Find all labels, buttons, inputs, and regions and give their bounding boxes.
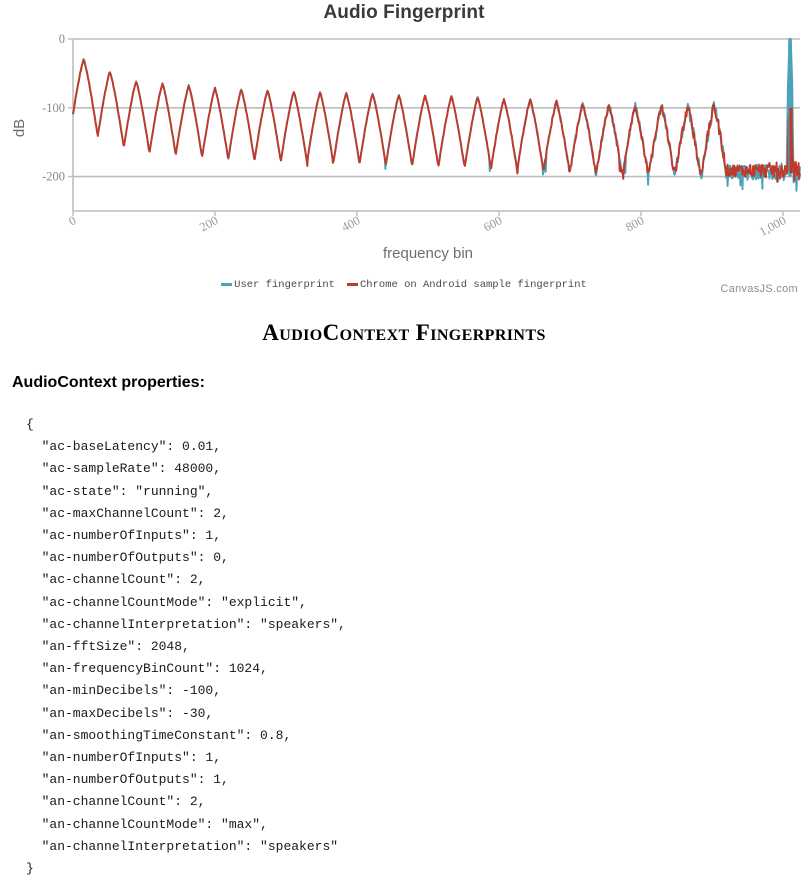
json-property-line: "an-maxDecibels": -30,: [26, 705, 214, 721]
canvasjs-watermark: CanvasJS.com: [720, 283, 798, 295]
audiocontext-properties-json: [26, 414, 808, 880]
x-tick-label: 1,000: [756, 213, 789, 239]
x-tick-label: 0: [66, 213, 79, 229]
x-tick-label: 600: [481, 213, 505, 235]
x-tick-label: 400: [339, 213, 363, 235]
json-property-line: "ac-channelCount": 2,: [26, 572, 206, 588]
y-axis-title: dB: [11, 118, 28, 138]
y-tick-label: -100: [42, 100, 65, 115]
json-property-line: "an-frequencyBinCount": 1024,: [26, 661, 268, 677]
chart-series-layer: [73, 39, 800, 191]
json-property-line: "an-minDecibels": -100,: [26, 683, 222, 699]
chart-title: Audio Fingerprint: [323, 2, 485, 23]
legend-label: User fingerprint: [234, 279, 335, 291]
chart-tick-labels: [42, 32, 788, 239]
series-line: [73, 60, 800, 182]
audio-fingerprint-chart: [0, 0, 808, 305]
chart-legend: [0, 279, 808, 292]
json-property-line: "ac-state": "running",: [26, 483, 214, 499]
json-close-brace: }: [26, 861, 34, 877]
y-tick-label: 0: [58, 32, 65, 46]
y-tick-label: -200: [42, 169, 65, 184]
json-property-line: "ac-maxChannelCount": 2,: [26, 505, 229, 521]
legend-label: Chrome on Android sample fingerprint: [359, 279, 587, 291]
json-property-line: "an-numberOfOutputs": 1,: [26, 772, 229, 788]
json-property-line: "ac-numberOfOutputs": 0,: [26, 550, 229, 566]
legend-color-swatch: [347, 283, 358, 286]
x-tick-label: 200: [197, 213, 221, 235]
json-property-line: "ac-baseLatency": 0.01,: [26, 439, 222, 455]
legend-item[interactable]: [221, 279, 335, 292]
page-title: AudioContext Fingerprints: [262, 320, 546, 345]
json-property-line: "an-smoothingTimeConstant": 0.8,: [26, 727, 292, 743]
json-property-line: "an-fftSize": 2048,: [26, 639, 190, 655]
json-property-line: "an-channelCountMode": "max",: [26, 816, 268, 832]
json-property-line: "ac-numberOfInputs": 1,: [26, 528, 222, 544]
legend-item[interactable]: [347, 279, 587, 292]
x-tick-label: 800: [623, 213, 647, 235]
json-property-line: "ac-channelCountMode": "explicit",: [26, 594, 307, 610]
properties-section-heading: AudioContext properties:: [12, 374, 205, 391]
json-property-line: "ac-sampleRate": 48000,: [26, 461, 222, 477]
json-open-brace: {: [26, 417, 34, 432]
json-property-line: "an-channelCount": 2,: [26, 794, 206, 810]
json-property-line: "ac-channelInterpretation": "speakers",: [26, 616, 346, 632]
chart-plot-area: [0, 0, 808, 275]
json-property-line: "an-numberOfInputs": 1,: [26, 750, 222, 766]
legend-color-swatch: [221, 283, 232, 286]
x-axis-title: frequency bin: [382, 245, 474, 262]
json-property-line: "an-channelInterpretation": "speakers": [26, 838, 339, 854]
